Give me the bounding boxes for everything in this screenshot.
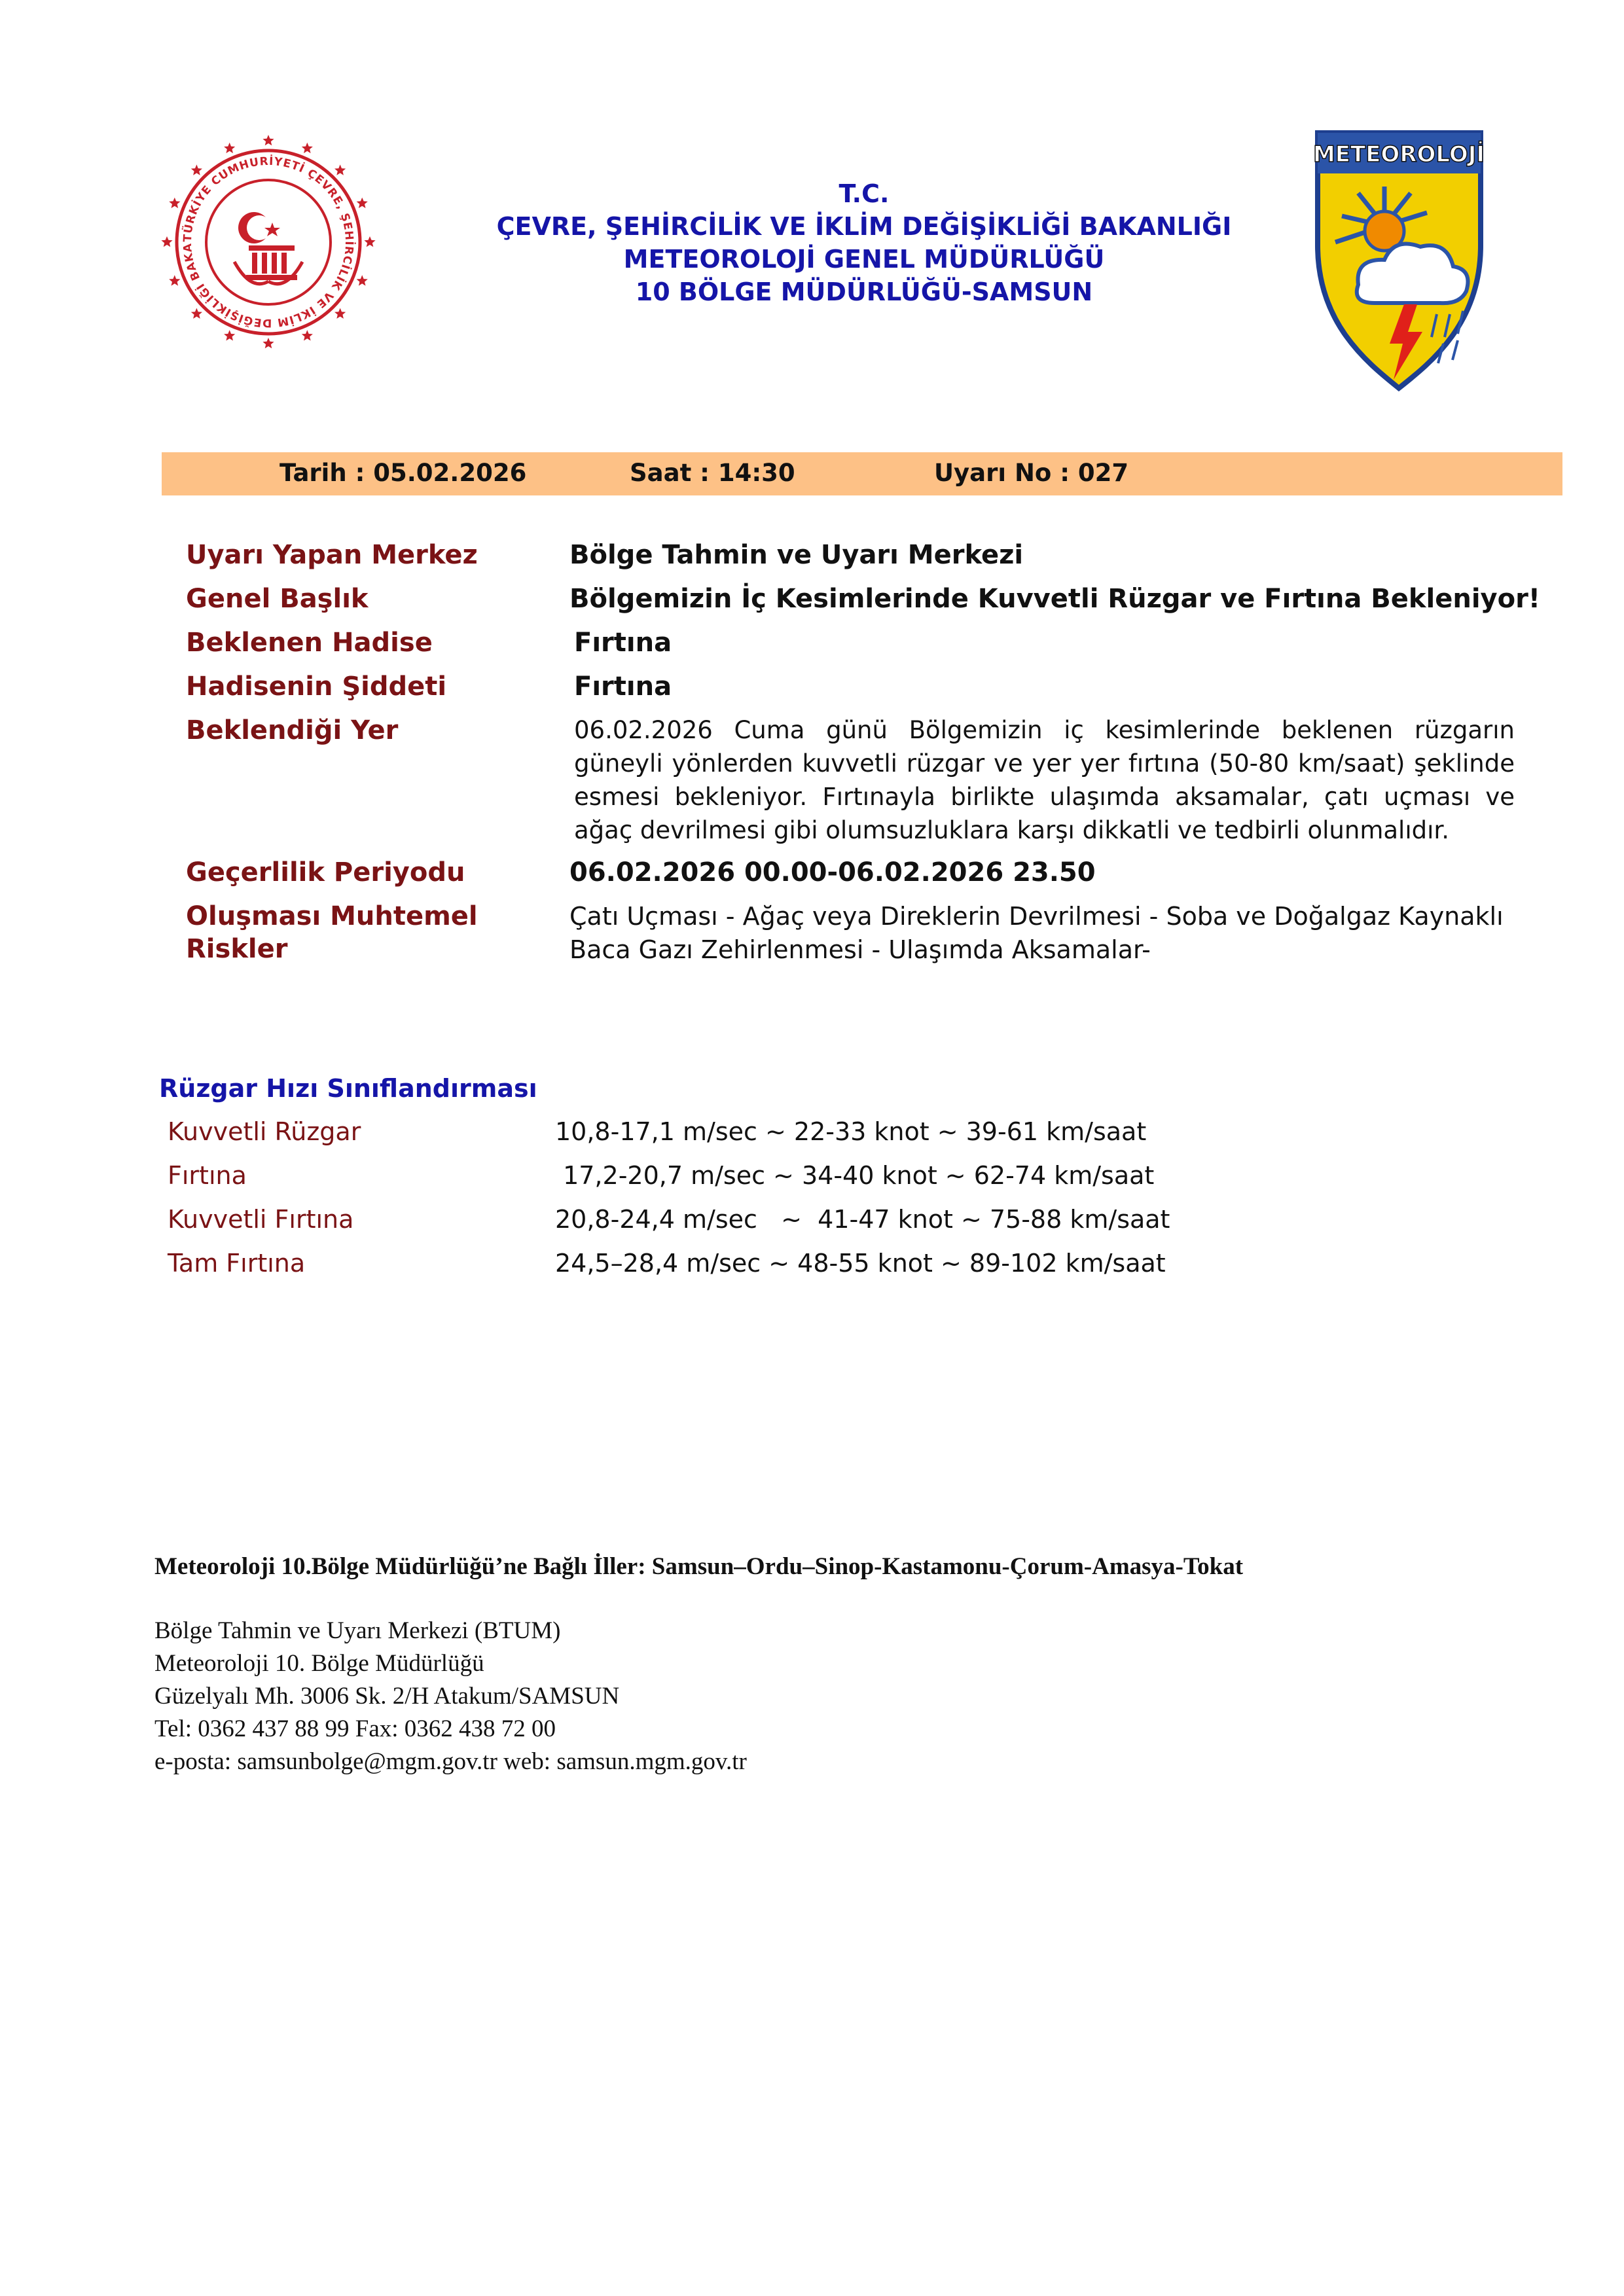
seal-star-icon xyxy=(191,164,202,175)
info-bar xyxy=(162,452,1562,495)
seal-star-icon xyxy=(224,330,235,340)
seal-text: TÜRKİYE CUMHURİYETİ ÇEVRE, ŞEHİRCİLİK VE İKLİM DEĞİŞİKLİĞİ BAKA xyxy=(181,154,356,330)
seal-star-icon xyxy=(302,143,313,153)
seal-star-icon xyxy=(334,308,346,319)
seal-star-icon xyxy=(169,198,180,208)
seal-star-icon xyxy=(357,198,368,208)
seal-star-icon xyxy=(191,308,202,319)
seal-star-icon xyxy=(357,275,368,285)
label-severity: Hadisenin Şiddeti xyxy=(186,672,447,702)
header-line-ministry: ÇEVRE, ŞEHİRCİLİK VE İKLİM DEĞİŞİKLİĞİ BAKANLIĞI xyxy=(496,212,1232,241)
label-validity: Geçerlilik Periyodu xyxy=(186,857,465,888)
footer-address: Güzelyalı Mh. 3006 Sk. 2/H Atakum/SAMSUN xyxy=(154,1683,620,1710)
wind-class-name: Kuvvetli Fırtına xyxy=(168,1205,354,1234)
seal-star-icon xyxy=(262,338,274,348)
value-title: Bölgemizin İç Kesimlerinde Kuvvetli Rüzgar ve Fırtına Bekleniyor! xyxy=(569,584,1541,614)
seal-star-icon xyxy=(302,330,313,340)
warning-time: Saat : 14:30 xyxy=(630,459,795,487)
footer-center-name: Bölge Tahmin ve Uyarı Merkezi (BTUM) xyxy=(154,1617,561,1644)
wind-class-range: 20,8-24,4 m/sec ~ 41-47 knot ~ 75-88 km/saat xyxy=(555,1205,1170,1234)
footer-phone-fax: Tel: 0362 437 88 99 Fax: 0362 438 72 00 xyxy=(154,1715,556,1742)
wind-class-range: 17,2-20,7 m/sec ~ 34-40 knot ~ 62-74 km/saat xyxy=(555,1161,1155,1190)
logo-text: METEOROLOJİ xyxy=(1312,141,1485,168)
value-location: 06.02.2026 Cuma günü Bölgemizin iç kesimlerinde beklenen rüzgarın güneyli yönlerden kuvvetli rüzgar ve yer yer fırtına (50-80 km/saat) şeklinde esmesi bekleniyor. Fırtınayla birlikte ulaşımda aksamalar, çatı uçması ve ağaç devrilmesi gibi olumsuzluklara karşı dikkatli ve tedbirli olunmalıdır. xyxy=(574,716,1515,844)
value-validity: 06.02.2026 00.00-06.02.2026 23.50 xyxy=(569,857,1096,888)
label-title: Genel Başlık xyxy=(186,584,369,614)
value-event: Fırtına xyxy=(574,628,672,658)
seal-star-icon xyxy=(169,275,180,285)
label-risks-line2: Riskler xyxy=(186,934,288,964)
seal-star-icon xyxy=(364,236,375,247)
wind-class-name: Fırtına xyxy=(168,1161,247,1190)
header-line-tc: T.C. xyxy=(839,179,890,208)
label-risks-line1: Oluşması Muhtemel xyxy=(186,901,478,931)
wind-class-range: 24,5–28,4 m/sec ~ 48-55 knot ~ 89-102 km/saat xyxy=(555,1249,1166,1278)
meteoroloji-logo xyxy=(1312,128,1486,393)
warning-number: Uyarı No : 027 xyxy=(934,459,1129,487)
seal-star-icon xyxy=(224,143,235,153)
footer-provinces: Meteoroloji 10.Bölge Müdürlüğü’ne Bağlı İller: Samsun–Ordu–Sinop-Kastamonu-Çorum-Amasya-Tokat xyxy=(154,1553,1244,1580)
seal-star-icon xyxy=(334,164,346,175)
header-line-region: 10 BÖLGE MÜDÜRLÜĞÜ-SAMSUN xyxy=(635,278,1093,306)
ministry-seal xyxy=(157,131,380,353)
seal-star-icon xyxy=(161,236,172,247)
seal-star-icon xyxy=(262,135,274,145)
wind-class-range: 10,8-17,1 m/sec ~ 22-33 knot ~ 39-61 km/saat xyxy=(555,1117,1147,1146)
value-center: Bölge Tahmin ve Uyarı Merkezi xyxy=(569,540,1024,570)
label-center: Uyarı Yapan Merkez xyxy=(186,540,478,570)
footer-directorate: Meteoroloji 10. Bölge Müdürlüğü xyxy=(154,1650,484,1677)
header-line-directorate: METEOROLOJİ GENEL MÜDÜRLÜĞÜ xyxy=(623,245,1105,274)
label-event: Beklenen Hadise xyxy=(186,628,433,658)
value-severity: Fırtına xyxy=(574,672,672,702)
wind-classification-title: Rüzgar Hızı Sınıflandırması xyxy=(159,1074,537,1103)
label-location: Beklendiği Yer xyxy=(186,715,399,745)
value-risks: Çatı Uçması - Ağaç veya Direklerin Devrilmesi - Soba ve Doğalgaz Kaynaklı Baca Gazı Zehirlenmesi - Ulaşımda Aksamalar- xyxy=(569,902,1504,964)
footer-email-web: e-posta: samsunbolge@mgm.gov.tr web: samsun.mgm.gov.tr xyxy=(154,1748,747,1775)
wind-class-name: Kuvvetli Rüzgar xyxy=(168,1117,361,1146)
warning-date: Tarih : 05.02.2026 xyxy=(280,459,527,487)
wind-class-name: Tam Fırtına xyxy=(168,1249,306,1278)
